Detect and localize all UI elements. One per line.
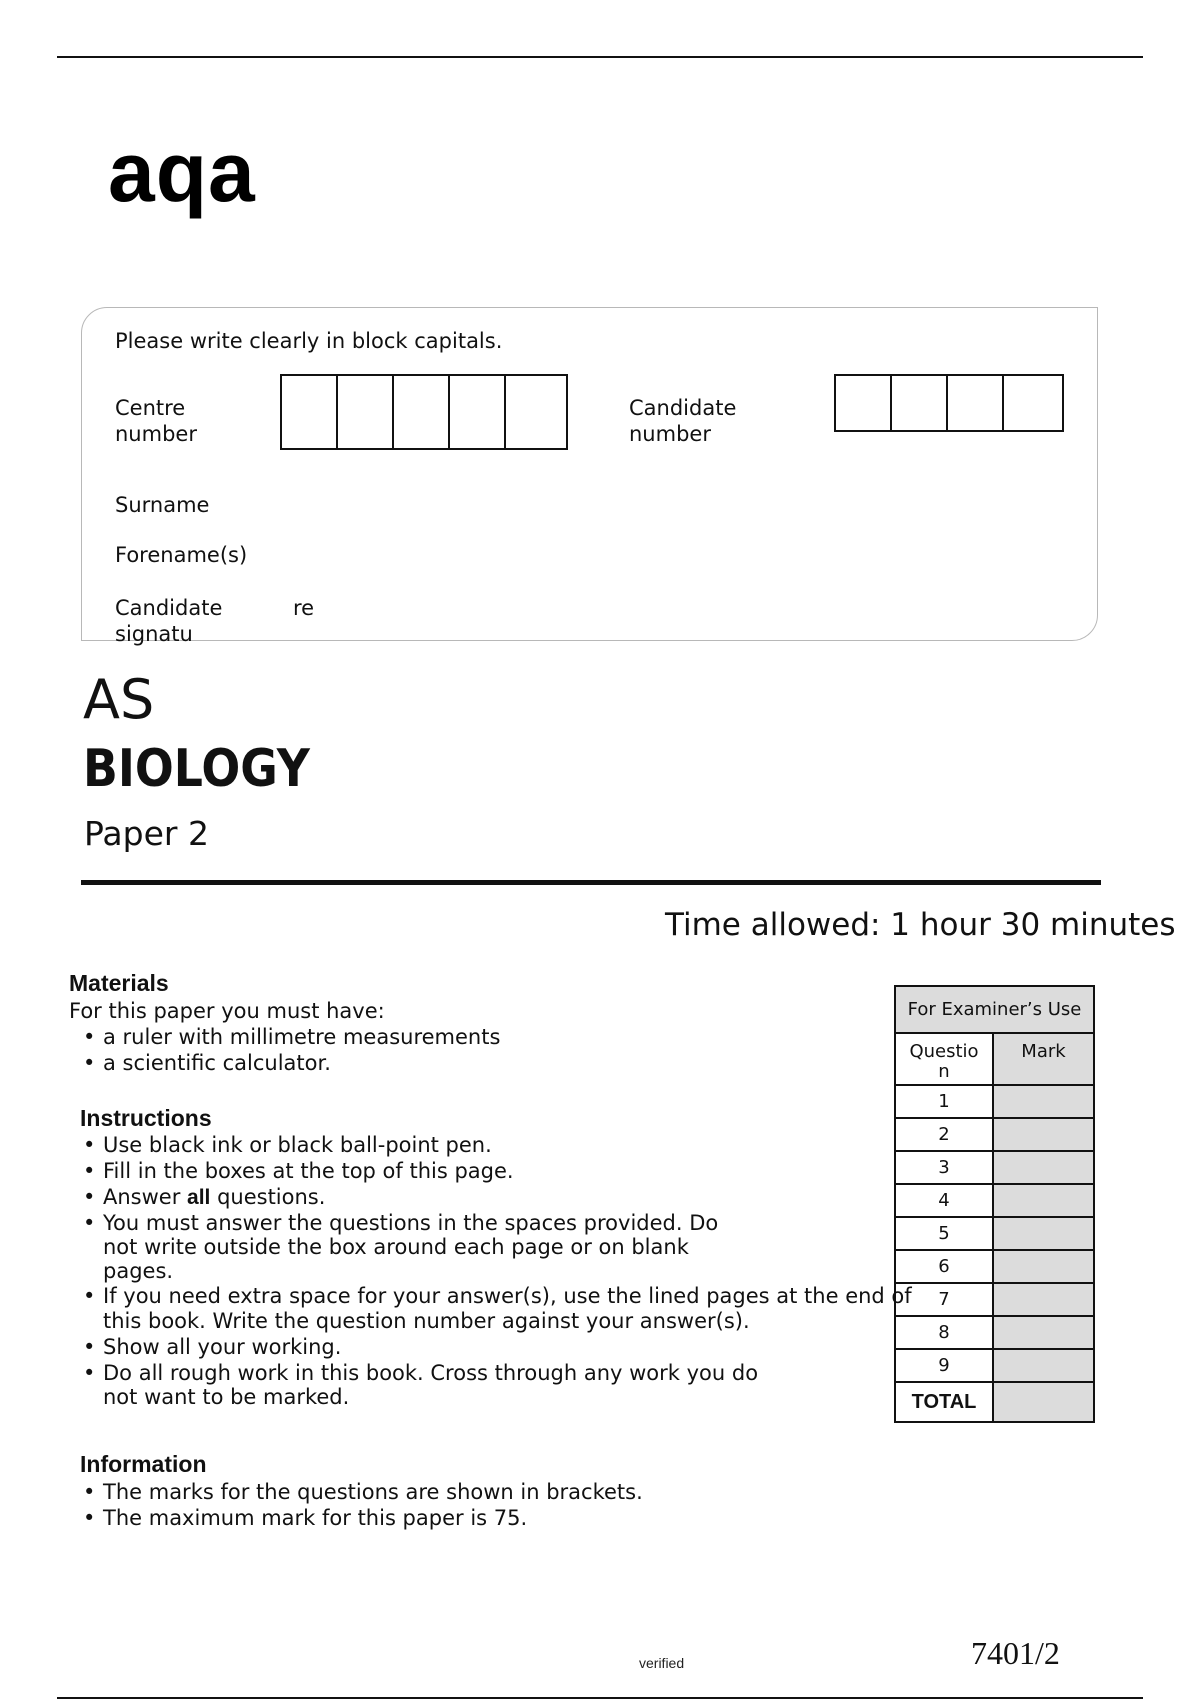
list-item: • Do all rough work in this book. Cross through any work you do not want to be marked.	[83, 1361, 983, 1409]
candidate-signature-label-fragment: re	[293, 596, 315, 620]
centre-number-digit-box[interactable]	[394, 376, 450, 448]
mark-cell	[993, 1085, 1094, 1118]
subject-title: BIOLOGY	[83, 739, 310, 799]
mark-cell	[993, 1118, 1094, 1151]
list-item: • Show all your working.	[83, 1335, 983, 1360]
table-row	[895, 1382, 1094, 1422]
examiners-use-table	[894, 985, 1095, 1423]
information-heading: Information	[80, 1451, 207, 1477]
centre-number-digit-box[interactable]	[506, 376, 562, 448]
materials-intro: For this paper you must have:	[69, 999, 385, 1023]
examiners-use-title: For Examiner’s Use	[895, 986, 1094, 1033]
table-row	[895, 1151, 1094, 1184]
list-item: • Use black ink or black ball-point pen.	[83, 1133, 983, 1158]
question-number: 4	[895, 1184, 993, 1217]
top-rule	[57, 56, 1143, 58]
candidate-number-digit-box[interactable]	[948, 376, 1004, 430]
candidate-signature-label: Candidate signatu	[115, 596, 223, 646]
centre-number-digit-box[interactable]	[338, 376, 394, 448]
mark-cell	[993, 1250, 1094, 1283]
candidate-number-digit-box[interactable]	[836, 376, 892, 430]
list-item: • If you need extra space for your answer(s), use the lined pages at the end of this book. Write the question number against your answer(s).	[83, 1284, 983, 1334]
list-item: • The marks for the questions are shown in brackets.	[83, 1480, 803, 1505]
question-number: 1	[895, 1085, 993, 1118]
question-number: 8	[895, 1316, 993, 1349]
instructions-list	[83, 1133, 983, 1410]
mark-cell	[993, 1283, 1094, 1316]
qualification-level: AS	[83, 668, 155, 731]
mark-cell	[993, 1349, 1094, 1382]
candidate-number-label: Candidate number	[629, 396, 737, 446]
question-number: 7	[895, 1283, 993, 1316]
table-row	[895, 1217, 1094, 1250]
candidate-number-digit-box[interactable]	[892, 376, 948, 430]
list-item: • a scientific calculator.	[83, 1051, 723, 1076]
mark-cell	[993, 1151, 1094, 1184]
surname-label: Surname	[115, 493, 210, 517]
subject-divider	[81, 880, 1101, 885]
aqa-logo: aqa	[108, 125, 256, 219]
centre-number-label: Centre number	[115, 396, 197, 446]
block-capitals-instruction: Please write clearly in block capitals.	[115, 329, 503, 353]
table-row	[895, 1085, 1094, 1118]
materials-heading: Materials	[69, 970, 169, 996]
question-number: 3	[895, 1151, 993, 1184]
table-row	[895, 1118, 1094, 1151]
question-number: 6	[895, 1250, 993, 1283]
list-item: • Answer all questions.	[83, 1185, 983, 1210]
table-row	[895, 1283, 1094, 1316]
question-column-header: Questio n	[895, 1033, 993, 1085]
list-item: • The maximum mark for this paper is 75.	[83, 1506, 803, 1531]
time-allowed: Time allowed: 1 hour 30 minutes	[665, 907, 1176, 943]
bottom-rule	[57, 1697, 1143, 1699]
materials-list	[83, 1025, 723, 1077]
candidate-details-box	[81, 307, 1098, 641]
table-row	[895, 1349, 1094, 1382]
mark-column-header: Mark	[993, 1033, 1094, 1085]
list-item: • Fill in the boxes at the top of this page.	[83, 1159, 983, 1184]
question-number: 5	[895, 1217, 993, 1250]
verified-text: verified	[639, 1655, 685, 1671]
centre-number-boxes[interactable]	[280, 374, 568, 450]
table-row	[895, 1316, 1094, 1349]
forenames-label: Forename(s)	[115, 543, 248, 567]
candidate-number-digit-box[interactable]	[1004, 376, 1060, 430]
table-row	[895, 1184, 1094, 1217]
instructions-heading: Instructions	[80, 1105, 212, 1131]
information-list	[83, 1480, 803, 1532]
centre-number-digit-box[interactable]	[450, 376, 506, 448]
centre-number-digit-box[interactable]	[282, 376, 338, 448]
total-mark-cell	[993, 1382, 1094, 1422]
candidate-number-boxes[interactable]	[834, 374, 1064, 432]
mark-cell	[993, 1316, 1094, 1349]
table-row	[895, 1250, 1094, 1283]
total-label: TOTAL	[895, 1382, 993, 1422]
paper-code: 7401/2	[971, 1635, 1060, 1671]
mark-cell	[993, 1184, 1094, 1217]
question-number: 2	[895, 1118, 993, 1151]
paper-number: Paper 2	[84, 814, 209, 853]
list-item: • a ruler with millimetre measurements	[83, 1025, 723, 1050]
mark-cell	[993, 1217, 1094, 1250]
question-number: 9	[895, 1349, 993, 1382]
list-item: • You must answer the questions in the spaces provided. Do not write outside the box around each page or on blank pages.	[83, 1211, 983, 1283]
